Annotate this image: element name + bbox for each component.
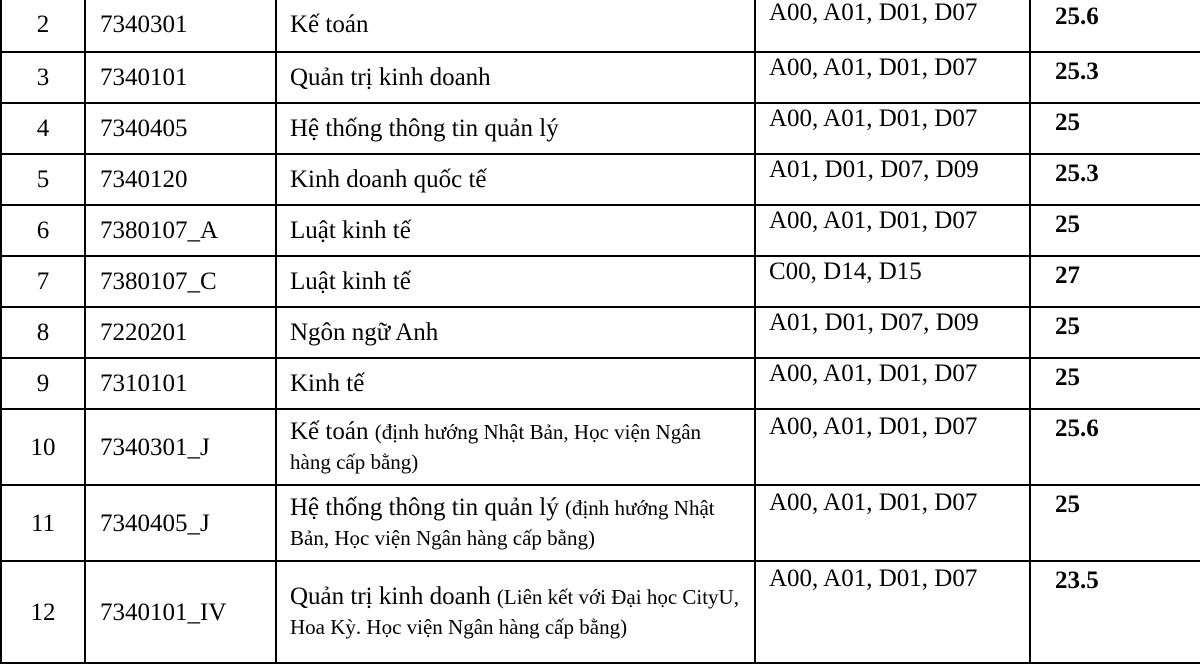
major-name: Kinh tế: [276, 358, 755, 409]
table-row: [1, 154, 1200, 205]
cutoff-score: 27: [1030, 256, 1200, 307]
major-name: Hệ thống thông tin quản lý: [276, 103, 755, 154]
major-code: 7340301: [85, 0, 276, 52]
major-name: Kế toán: [276, 0, 755, 52]
row-number: 6: [1, 205, 85, 256]
cutoff-score: 25.3: [1030, 52, 1200, 103]
row-number: 10: [1, 409, 85, 485]
major-name: Luật kinh tế: [276, 205, 755, 256]
subject-combination: A00, A01, D01, D07: [755, 485, 1030, 561]
table-row: [1, 485, 1200, 561]
row-number: 11: [1, 485, 85, 561]
major-code: 7380107_C: [85, 256, 276, 307]
subject-combination: A00, A01, D01, D07: [755, 52, 1030, 103]
major-code: 7380107_A: [85, 205, 276, 256]
subject-combination: A00, A01, D01, D07: [755, 409, 1030, 485]
major-name: Luật kinh tế: [276, 256, 755, 307]
major-name: Kế toán (định hướng Nhật Bản, Học viện Ngân hàng cấp bằng): [276, 409, 755, 485]
table-row: [1, 307, 1200, 358]
cutoff-score: 25: [1030, 358, 1200, 409]
major-code: 7340101: [85, 52, 276, 103]
cutoff-score: 25.3: [1030, 154, 1200, 205]
major-code: 7220201: [85, 307, 276, 358]
major-name: Hệ thống thông tin quản lý (định hướng Nhật Bản, Học viện Ngân hàng cấp bằng): [276, 485, 755, 561]
major-note: (định hướng Nhật Bản, Học viện Ngân hàng cấp bằng): [290, 496, 715, 550]
row-number: 4: [1, 103, 85, 154]
cutoff-score: 25: [1030, 103, 1200, 154]
table-row: [1, 561, 1200, 663]
major-note: (Liên kết với Đại học CityU, Hoa Kỳ. Học viện Ngân hàng cấp bằng): [290, 585, 739, 639]
major-name: Kinh doanh quốc tế: [276, 154, 755, 205]
subject-combination: A01, D01, D07, D09: [755, 154, 1030, 205]
table-row: [1, 205, 1200, 256]
table-row: [1, 0, 1200, 52]
subject-combination: A00, A01, D01, D07: [755, 561, 1030, 663]
major-code: 7340405_J: [85, 485, 276, 561]
cutoff-score: 25.6: [1030, 409, 1200, 485]
subject-combination: A00, A01, D01, D07: [755, 103, 1030, 154]
row-number: 9: [1, 358, 85, 409]
cutoff-score: 25: [1030, 205, 1200, 256]
major-code: 7340405: [85, 103, 276, 154]
table-row: [1, 409, 1200, 485]
row-number: 3: [1, 52, 85, 103]
table-row: [1, 256, 1200, 307]
major-note: (định hướng Nhật Bản, Học viện Ngân hàng cấp bằng): [290, 420, 702, 474]
subject-combination: A00, A01, D01, D07: [755, 0, 1030, 52]
major-name: Quản trị kinh doanh (Liên kết với Đại học CityU, Hoa Kỳ. Học viện Ngân hàng cấp bằng): [276, 561, 755, 663]
subject-combination: A00, A01, D01, D07: [755, 205, 1030, 256]
subject-combination: A00, A01, D01, D07: [755, 358, 1030, 409]
row-number: 12: [1, 561, 85, 663]
cutoff-score: 25: [1030, 307, 1200, 358]
cutoff-score: 25.6: [1030, 0, 1200, 52]
row-number: 2: [1, 0, 85, 52]
row-number: 8: [1, 307, 85, 358]
major-name: Quản trị kinh doanh: [276, 52, 755, 103]
cutoff-score: 23.5: [1030, 561, 1200, 663]
cutoff-score: 25: [1030, 485, 1200, 561]
table-row: [1, 103, 1200, 154]
subject-combination: A01, D01, D07, D09: [755, 307, 1030, 358]
subject-combination: C00, D14, D15: [755, 256, 1030, 307]
row-number: 7: [1, 256, 85, 307]
major-code: 7340101_IV: [85, 561, 276, 663]
table-row: [1, 52, 1200, 103]
row-number: 5: [1, 154, 85, 205]
major-code: 7310101: [85, 358, 276, 409]
major-code: 7340120: [85, 154, 276, 205]
major-code: 7340301_J: [85, 409, 276, 485]
table-row: [1, 358, 1200, 409]
major-name: Ngôn ngữ Anh: [276, 307, 755, 358]
